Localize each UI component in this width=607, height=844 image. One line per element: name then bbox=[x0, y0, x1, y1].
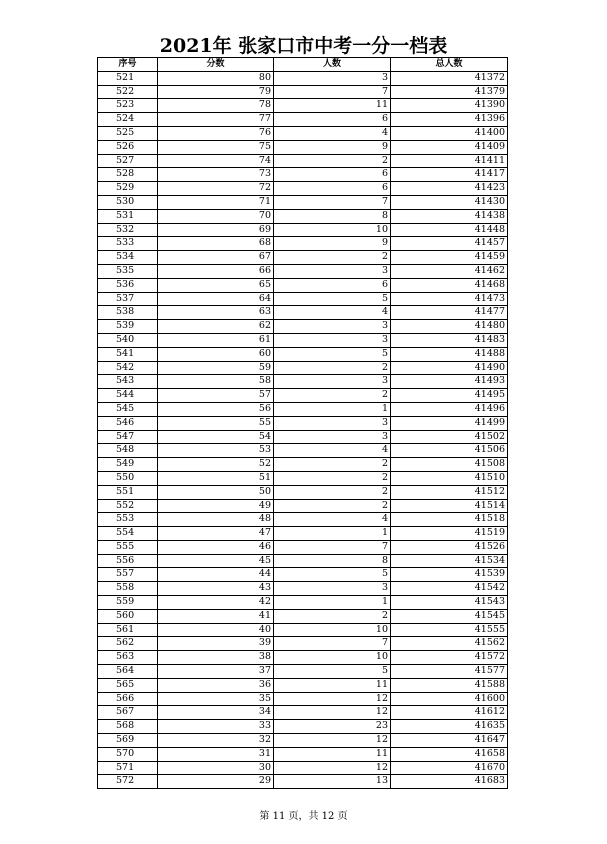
table-row bbox=[98, 416, 508, 430]
score-table bbox=[97, 57, 508, 789]
table-row bbox=[98, 527, 508, 541]
header-total: 总人数 bbox=[391, 58, 508, 72]
cell-total: 41647 bbox=[391, 734, 508, 748]
cell-total: 41493 bbox=[391, 375, 508, 389]
cell-score: 59 bbox=[158, 361, 274, 375]
cell-total: 41600 bbox=[391, 692, 508, 706]
table-row bbox=[98, 568, 508, 582]
cell-score: 73 bbox=[158, 168, 274, 182]
table-row bbox=[98, 251, 508, 265]
cell-total: 41670 bbox=[391, 761, 508, 775]
cell-total: 41448 bbox=[391, 223, 508, 237]
cell-total: 41562 bbox=[391, 637, 508, 651]
cell-count: 3 bbox=[274, 264, 391, 278]
cell-count: 5 bbox=[274, 292, 391, 306]
cell-score: 36 bbox=[158, 678, 274, 692]
cell-total: 41519 bbox=[391, 527, 508, 541]
cell-seq: 521 bbox=[98, 71, 158, 85]
cell-score: 78 bbox=[158, 99, 274, 113]
cell-total: 41539 bbox=[391, 568, 508, 582]
cell-seq: 529 bbox=[98, 182, 158, 196]
table-row bbox=[98, 85, 508, 99]
cell-seq: 539 bbox=[98, 320, 158, 334]
cell-count: 2 bbox=[274, 471, 391, 485]
cell-score: 79 bbox=[158, 85, 274, 99]
table-row bbox=[98, 154, 508, 168]
table-row bbox=[98, 499, 508, 513]
cell-total: 41512 bbox=[391, 485, 508, 499]
cell-seq: 526 bbox=[98, 140, 158, 154]
table-row bbox=[98, 609, 508, 623]
cell-score: 38 bbox=[158, 651, 274, 665]
table-row bbox=[98, 278, 508, 292]
cell-score: 75 bbox=[158, 140, 274, 154]
cell-count: 12 bbox=[274, 734, 391, 748]
table-row bbox=[98, 223, 508, 237]
cell-count: 2 bbox=[274, 458, 391, 472]
table-row bbox=[98, 126, 508, 140]
header-seq: 序号 bbox=[98, 58, 158, 72]
table-row bbox=[98, 678, 508, 692]
cell-score: 48 bbox=[158, 513, 274, 527]
table-body bbox=[98, 71, 508, 788]
cell-count: 2 bbox=[274, 389, 391, 403]
cell-count: 2 bbox=[274, 499, 391, 513]
cell-total: 41400 bbox=[391, 126, 508, 140]
cell-seq: 540 bbox=[98, 333, 158, 347]
cell-score: 46 bbox=[158, 540, 274, 554]
cell-count: 2 bbox=[274, 609, 391, 623]
cell-count: 6 bbox=[274, 168, 391, 182]
header-score: 分数 bbox=[158, 58, 274, 72]
cell-total: 41588 bbox=[391, 678, 508, 692]
cell-seq: 543 bbox=[98, 375, 158, 389]
cell-total: 41372 bbox=[391, 71, 508, 85]
cell-seq: 558 bbox=[98, 582, 158, 596]
cell-seq: 553 bbox=[98, 513, 158, 527]
cell-total: 41545 bbox=[391, 609, 508, 623]
table-row bbox=[98, 485, 508, 499]
cell-score: 34 bbox=[158, 706, 274, 720]
table-row bbox=[98, 71, 508, 85]
cell-score: 54 bbox=[158, 430, 274, 444]
cell-score: 51 bbox=[158, 471, 274, 485]
cell-score: 45 bbox=[158, 554, 274, 568]
cell-total: 41459 bbox=[391, 251, 508, 265]
cell-seq: 524 bbox=[98, 113, 158, 127]
cell-count: 12 bbox=[274, 692, 391, 706]
cell-total: 41635 bbox=[391, 720, 508, 734]
cell-total: 41508 bbox=[391, 458, 508, 472]
table-row bbox=[98, 444, 508, 458]
cell-score: 57 bbox=[158, 389, 274, 403]
cell-total: 41518 bbox=[391, 513, 508, 527]
table-row bbox=[98, 582, 508, 596]
cell-count: 9 bbox=[274, 237, 391, 251]
cell-seq: 549 bbox=[98, 458, 158, 472]
cell-seq: 559 bbox=[98, 596, 158, 610]
cell-count: 11 bbox=[274, 747, 391, 761]
cell-score: 76 bbox=[158, 126, 274, 140]
cell-total: 41409 bbox=[391, 140, 508, 154]
table-row bbox=[98, 775, 508, 789]
cell-seq: 523 bbox=[98, 99, 158, 113]
cell-count: 6 bbox=[274, 182, 391, 196]
table-row bbox=[98, 471, 508, 485]
table-row bbox=[98, 333, 508, 347]
table-row bbox=[98, 306, 508, 320]
table-row bbox=[98, 320, 508, 334]
cell-seq: 568 bbox=[98, 720, 158, 734]
table-row bbox=[98, 596, 508, 610]
cell-total: 41499 bbox=[391, 416, 508, 430]
table-row bbox=[98, 361, 508, 375]
table-row bbox=[98, 734, 508, 748]
table-row bbox=[98, 113, 508, 127]
table-row bbox=[98, 747, 508, 761]
table-row bbox=[98, 761, 508, 775]
cell-score: 68 bbox=[158, 237, 274, 251]
table-row bbox=[98, 402, 508, 416]
cell-seq: 536 bbox=[98, 278, 158, 292]
table-row bbox=[98, 182, 508, 196]
cell-seq: 535 bbox=[98, 264, 158, 278]
cell-total: 41483 bbox=[391, 333, 508, 347]
cell-count: 3 bbox=[274, 375, 391, 389]
header-count: 人数 bbox=[274, 58, 391, 72]
cell-total: 41490 bbox=[391, 361, 508, 375]
cell-seq: 560 bbox=[98, 609, 158, 623]
cell-seq: 555 bbox=[98, 540, 158, 554]
cell-count: 9 bbox=[274, 140, 391, 154]
cell-seq: 538 bbox=[98, 306, 158, 320]
table-header-row bbox=[98, 58, 508, 72]
table-row bbox=[98, 264, 508, 278]
cell-total: 41417 bbox=[391, 168, 508, 182]
cell-score: 53 bbox=[158, 444, 274, 458]
table-row bbox=[98, 720, 508, 734]
cell-seq: 565 bbox=[98, 678, 158, 692]
cell-seq: 525 bbox=[98, 126, 158, 140]
table-row bbox=[98, 430, 508, 444]
cell-seq: 541 bbox=[98, 347, 158, 361]
cell-seq: 571 bbox=[98, 761, 158, 775]
cell-seq: 530 bbox=[98, 195, 158, 209]
cell-score: 41 bbox=[158, 609, 274, 623]
cell-seq: 522 bbox=[98, 85, 158, 99]
cell-count: 12 bbox=[274, 706, 391, 720]
cell-total: 41488 bbox=[391, 347, 508, 361]
cell-total: 41526 bbox=[391, 540, 508, 554]
cell-count: 3 bbox=[274, 320, 391, 334]
table-row bbox=[98, 292, 508, 306]
cell-seq: 548 bbox=[98, 444, 158, 458]
cell-count: 7 bbox=[274, 637, 391, 651]
cell-seq: 569 bbox=[98, 734, 158, 748]
cell-count: 7 bbox=[274, 85, 391, 99]
cell-seq: 544 bbox=[98, 389, 158, 403]
cell-score: 39 bbox=[158, 637, 274, 651]
cell-score: 33 bbox=[158, 720, 274, 734]
cell-score: 74 bbox=[158, 154, 274, 168]
cell-score: 37 bbox=[158, 665, 274, 679]
cell-total: 41542 bbox=[391, 582, 508, 596]
cell-seq: 528 bbox=[98, 168, 158, 182]
cell-score: 64 bbox=[158, 292, 274, 306]
cell-count: 13 bbox=[274, 775, 391, 789]
cell-score: 69 bbox=[158, 223, 274, 237]
cell-seq: 550 bbox=[98, 471, 158, 485]
cell-count: 1 bbox=[274, 596, 391, 610]
cell-score: 30 bbox=[158, 761, 274, 775]
cell-count: 10 bbox=[274, 651, 391, 665]
cell-count: 11 bbox=[274, 99, 391, 113]
cell-total: 41468 bbox=[391, 278, 508, 292]
table-row bbox=[98, 665, 508, 679]
cell-seq: 551 bbox=[98, 485, 158, 499]
cell-total: 41480 bbox=[391, 320, 508, 334]
cell-count: 4 bbox=[274, 126, 391, 140]
cell-total: 41411 bbox=[391, 154, 508, 168]
cell-score: 62 bbox=[158, 320, 274, 334]
cell-score: 61 bbox=[158, 333, 274, 347]
cell-total: 41572 bbox=[391, 651, 508, 665]
cell-seq: 533 bbox=[98, 237, 158, 251]
cell-total: 41438 bbox=[391, 209, 508, 223]
cell-total: 41506 bbox=[391, 444, 508, 458]
cell-seq: 531 bbox=[98, 209, 158, 223]
cell-score: 40 bbox=[158, 623, 274, 637]
cell-count: 4 bbox=[274, 513, 391, 527]
cell-score: 35 bbox=[158, 692, 274, 706]
table-row bbox=[98, 389, 508, 403]
cell-seq: 557 bbox=[98, 568, 158, 582]
cell-total: 41534 bbox=[391, 554, 508, 568]
cell-count: 2 bbox=[274, 485, 391, 499]
table-row bbox=[98, 195, 508, 209]
cell-score: 67 bbox=[158, 251, 274, 265]
cell-count: 3 bbox=[274, 430, 391, 444]
cell-count: 6 bbox=[274, 278, 391, 292]
cell-seq: 561 bbox=[98, 623, 158, 637]
cell-total: 41683 bbox=[391, 775, 508, 789]
cell-score: 47 bbox=[158, 527, 274, 541]
cell-score: 71 bbox=[158, 195, 274, 209]
cell-total: 41396 bbox=[391, 113, 508, 127]
cell-count: 3 bbox=[274, 333, 391, 347]
cell-score: 72 bbox=[158, 182, 274, 196]
cell-score: 80 bbox=[158, 71, 274, 85]
table-row bbox=[98, 651, 508, 665]
cell-count: 10 bbox=[274, 223, 391, 237]
cell-count: 5 bbox=[274, 347, 391, 361]
cell-total: 41555 bbox=[391, 623, 508, 637]
page-title: 2021年 张家口市中考一分一档表 bbox=[159, 35, 448, 57]
cell-score: 42 bbox=[158, 596, 274, 610]
table-row bbox=[98, 513, 508, 527]
table-row bbox=[98, 554, 508, 568]
cell-total: 41423 bbox=[391, 182, 508, 196]
cell-seq: 532 bbox=[98, 223, 158, 237]
cell-total: 41510 bbox=[391, 471, 508, 485]
cell-total: 41612 bbox=[391, 706, 508, 720]
cell-seq: 537 bbox=[98, 292, 158, 306]
cell-seq: 556 bbox=[98, 554, 158, 568]
cell-count: 7 bbox=[274, 540, 391, 554]
cell-count: 5 bbox=[274, 665, 391, 679]
cell-seq: 564 bbox=[98, 665, 158, 679]
table-row bbox=[98, 168, 508, 182]
cell-score: 56 bbox=[158, 402, 274, 416]
cell-seq: 554 bbox=[98, 527, 158, 541]
cell-seq: 534 bbox=[98, 251, 158, 265]
cell-score: 44 bbox=[158, 568, 274, 582]
cell-count: 4 bbox=[274, 306, 391, 320]
table-row bbox=[98, 209, 508, 223]
table-row bbox=[98, 623, 508, 637]
cell-score: 31 bbox=[158, 747, 274, 761]
cell-count: 8 bbox=[274, 209, 391, 223]
cell-total: 41658 bbox=[391, 747, 508, 761]
table-row bbox=[98, 99, 508, 113]
cell-score: 49 bbox=[158, 499, 274, 513]
cell-count: 7 bbox=[274, 195, 391, 209]
cell-total: 41473 bbox=[391, 292, 508, 306]
cell-count: 3 bbox=[274, 582, 391, 596]
table-row bbox=[98, 458, 508, 472]
cell-count: 8 bbox=[274, 554, 391, 568]
cell-seq: 545 bbox=[98, 402, 158, 416]
table-row bbox=[98, 692, 508, 706]
cell-seq: 562 bbox=[98, 637, 158, 651]
cell-total: 41390 bbox=[391, 99, 508, 113]
cell-score: 55 bbox=[158, 416, 274, 430]
cell-seq: 567 bbox=[98, 706, 158, 720]
cell-count: 12 bbox=[274, 761, 391, 775]
cell-count: 1 bbox=[274, 402, 391, 416]
cell-seq: 527 bbox=[98, 154, 158, 168]
cell-score: 43 bbox=[158, 582, 274, 596]
cell-score: 32 bbox=[158, 734, 274, 748]
cell-score: 63 bbox=[158, 306, 274, 320]
cell-seq: 547 bbox=[98, 430, 158, 444]
cell-total: 41430 bbox=[391, 195, 508, 209]
table-row bbox=[98, 540, 508, 554]
cell-count: 3 bbox=[274, 416, 391, 430]
table-row bbox=[98, 237, 508, 251]
cell-total: 41457 bbox=[391, 237, 508, 251]
cell-count: 2 bbox=[274, 361, 391, 375]
cell-score: 52 bbox=[158, 458, 274, 472]
cell-total: 41495 bbox=[391, 389, 508, 403]
table-row bbox=[98, 347, 508, 361]
cell-count: 2 bbox=[274, 251, 391, 265]
table-row bbox=[98, 706, 508, 720]
cell-seq: 563 bbox=[98, 651, 158, 665]
cell-count: 4 bbox=[274, 444, 391, 458]
cell-score: 70 bbox=[158, 209, 274, 223]
cell-count: 23 bbox=[274, 720, 391, 734]
cell-seq: 570 bbox=[98, 747, 158, 761]
page-footer: 第 11 页，共 12 页 bbox=[259, 811, 348, 822]
table-row bbox=[98, 375, 508, 389]
cell-score: 60 bbox=[158, 347, 274, 361]
cell-count: 1 bbox=[274, 527, 391, 541]
cell-count: 5 bbox=[274, 568, 391, 582]
cell-seq: 542 bbox=[98, 361, 158, 375]
cell-seq: 566 bbox=[98, 692, 158, 706]
table-row bbox=[98, 140, 508, 154]
cell-count: 10 bbox=[274, 623, 391, 637]
cell-score: 29 bbox=[158, 775, 274, 789]
cell-count: 6 bbox=[274, 113, 391, 127]
cell-total: 41496 bbox=[391, 402, 508, 416]
table-row bbox=[98, 637, 508, 651]
cell-score: 66 bbox=[158, 264, 274, 278]
cell-count: 2 bbox=[274, 154, 391, 168]
cell-seq: 546 bbox=[98, 416, 158, 430]
cell-total: 41543 bbox=[391, 596, 508, 610]
cell-count: 11 bbox=[274, 678, 391, 692]
cell-total: 41514 bbox=[391, 499, 508, 513]
cell-total: 41577 bbox=[391, 665, 508, 679]
cell-total: 41379 bbox=[391, 85, 508, 99]
cell-total: 41477 bbox=[391, 306, 508, 320]
cell-seq: 552 bbox=[98, 499, 158, 513]
cell-score: 77 bbox=[158, 113, 274, 127]
cell-score: 65 bbox=[158, 278, 274, 292]
cell-seq: 572 bbox=[98, 775, 158, 789]
cell-score: 58 bbox=[158, 375, 274, 389]
cell-score: 50 bbox=[158, 485, 274, 499]
cell-count: 3 bbox=[274, 71, 391, 85]
cell-total: 41462 bbox=[391, 264, 508, 278]
cell-total: 41502 bbox=[391, 430, 508, 444]
